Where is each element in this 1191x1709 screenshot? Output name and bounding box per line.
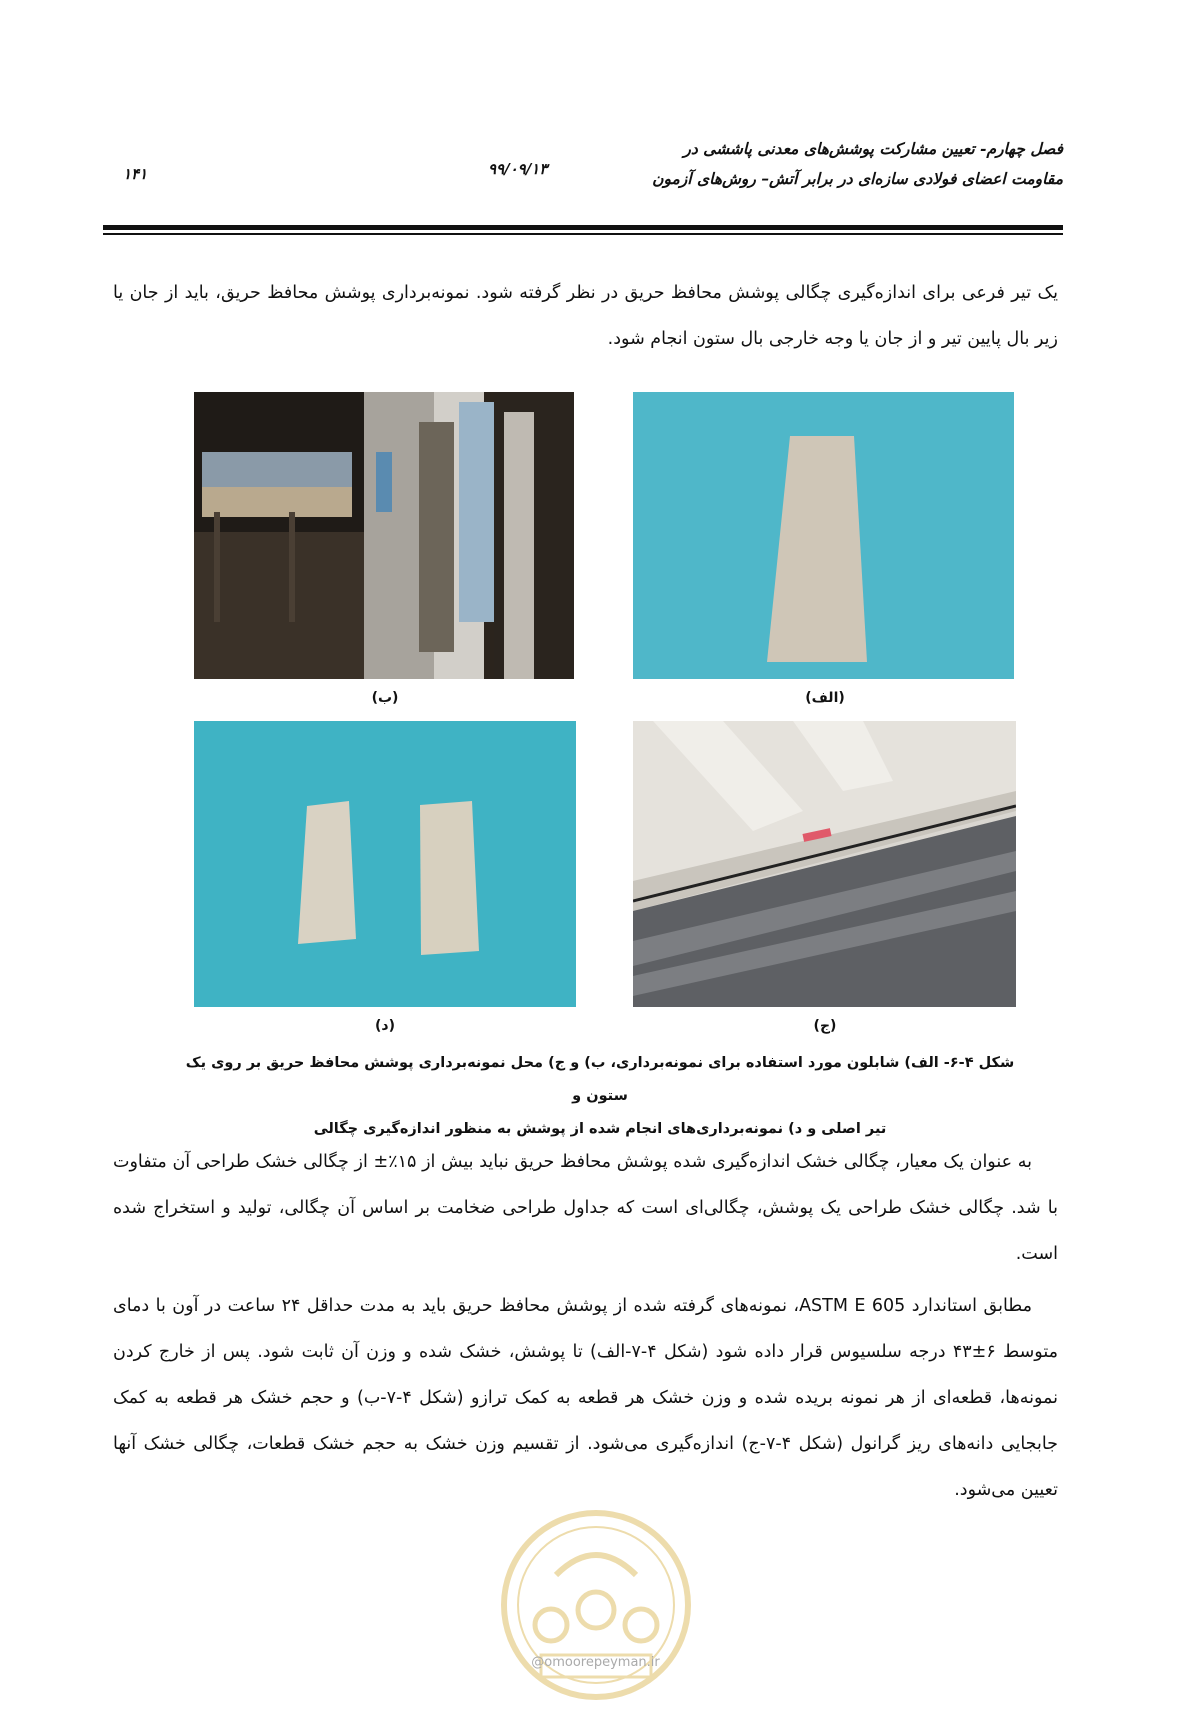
header-rule-thick xyxy=(103,225,1063,230)
intro-paragraph: یک تیر فرعی برای اندازه‌گیری چگالی پوشش محافظ حریق در نظر گرفته شود. نمونه‌برداری پوشش محافظ حریق، باید از جان یا زیر بال پایین تیر و از جان یا وجه خارجی بال ستون انجام شود. xyxy=(113,283,1058,349)
caption-a: (الف) xyxy=(805,690,845,706)
caption-d: (د) xyxy=(375,1018,395,1034)
figure-caption-line2: تیر اصلی و د) نمونه‌برداری‌های انجام شده از پوشش به منظور اندازه‌گیری چگالی xyxy=(313,1121,887,1137)
watermark-logo xyxy=(496,1505,696,1705)
page-date: ۹۹/۰۹/۱۳ xyxy=(488,160,548,178)
figure-caption-line1: شکل ۴-۶- الف) شابلون مورد استفاده برای نمونه‌برداری، ب) و ج) محل نمونه‌برداری پوشش محافظ حریق بر روی یک ستون و xyxy=(185,1055,1015,1104)
caption-b: (ب) xyxy=(371,690,399,706)
page-header xyxy=(103,128,1063,233)
header-rule-thin xyxy=(103,233,1063,235)
caption-c: (ج) xyxy=(813,1018,837,1034)
paragraph-astm-procedure: مطابق استاندارد ASTM E 605، نمونه‌های گرفته شده از پوشش محافظ حریق باید به مدت حداقل ۲۴ ساعت در آون با دمای متوسط ۶±۴۳ درجه سلسیوس قرار داده شود (شکل ۴-۷-الف) تا پوشش، خشک شده و وزن آن ثابت شود. پس از خارج کردن نمونه‌ها، قطعه‌ای از هر نمونه بریده شده و وزن خشک هر قطعه به کمک ترازو (شکل ۴-۷-ب) و حجم خشک هر قطعه به کمک جابجایی دانه‌های ریز گرانول (شکل ۴-۷-ج) اندازه‌گیری می‌شود. از تقسیم وزن خشک به حجم خشک قطعات، چگالی خشک آنها تعیین می‌شود. xyxy=(113,1296,1058,1500)
photo-beam-sampling xyxy=(633,721,1016,1007)
watermark-url: @omoorepeyman.ir xyxy=(531,1655,660,1670)
photo-template xyxy=(633,392,1014,679)
chapter-title: فصل چهارم- تعیین مشارکت پوشش‌های معدنی پاششی در مقاومت اعضای فولادی سازه‌ای در برابر آتش– روش‌های آزمون xyxy=(652,139,1063,188)
paragraph-density-criterion: به عنوان یک معیار، چگالی خشک اندازه‌گیری شده پوشش محافظ حریق نباید بیش از ۱۵٪± از چگالی خشک طراحی آن متفاوت با شد. چگالی خشک طراحی یک پوشش، چگالی‌ای است که جداول طراحی ضخامت بر اساس آن چگالی، تولید و استخراج شده است. xyxy=(113,1152,1058,1264)
photo-column-sampling xyxy=(194,392,574,679)
page-number: ۱۴۱ xyxy=(123,165,148,183)
figure-caption xyxy=(185,1047,1015,1146)
photo-samples xyxy=(194,721,576,1007)
